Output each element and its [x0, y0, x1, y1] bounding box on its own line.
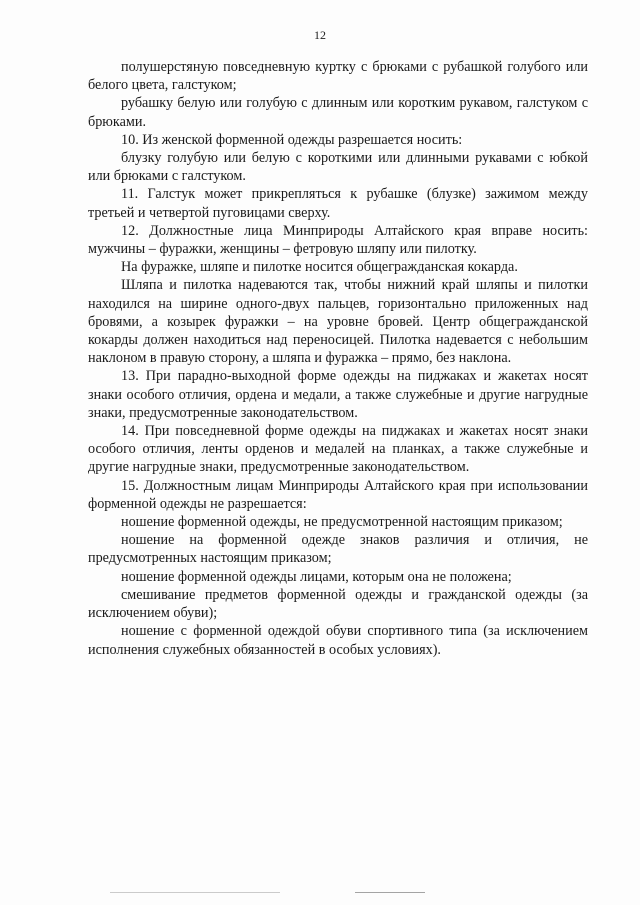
- paragraph: 10. Из женской форменной одежды разрешается носить:: [121, 131, 463, 148]
- paragraph: ношение форменной одежды, не предусмотренной настоящим приказом;: [121, 514, 563, 531]
- paragraph: ношение на форменной одежде знаков различия и отличия, не предусмотренных настоящим приказом;: [88, 532, 588, 567]
- paragraph: 14. При повседневной форме одежды на пиджаках и жакетах носят знаки особого отличия, ленты орденов и медалей на планках, а также служебные и другие нагрудные знаки, предусмотренные законодательством.: [88, 423, 588, 476]
- page-number: 12: [314, 28, 326, 42]
- document-body: [88, 58, 588, 659]
- paragraph: Шляпа и пилотка надеваются так, чтобы нижний край шляпы и пилотки находился на ширине одного-двух пальцев, горизонтально приложенных над бровями, а козырек фуражки – на уровне бровей. Центр общегражданской кокарды должен находиться над переносицей. Пилотка надевается с небольшим наклоном в правую сторону, а шляпа и фуражка – прямо, без наклона.: [88, 277, 588, 367]
- paragraph: На фуражке, шляпе и пилотке носится общегражданская кокарда.: [121, 259, 518, 276]
- paragraph: смешивание предметов форменной одежды и гражданской одежды (за исключением обуви);: [88, 586, 588, 622]
- paragraph: рубашку белую или голубую с длинным или коротким рукавом, галстуком с брюками.: [88, 95, 588, 130]
- paragraph: блузку голубую или белую с короткими или длинными рукавами с юбкой или брюками с галстуком.: [88, 150, 588, 185]
- paragraph: 11. Галстук может прикрепляться к рубашке (блузке) зажимом между третьей и четвертой пуговицами сверху.: [88, 186, 588, 221]
- paragraph: 12. Должностные лица Минприроды Алтайского края вправе носить: мужчины – фуражки, женщины – фетровую шляпу или пилотку.: [88, 222, 588, 258]
- scan-artifact-line: [110, 892, 280, 893]
- paragraph: 13. При парадно-выходной форме одежды на пиджаках и жакетах носят знаки особого отличия, ордена и медали, а также служебные и другие нагрудные знаки, предусмотренные законодательством.: [88, 368, 588, 421]
- paragraph: полушерстяную повседневную куртку с брюками с рубашкой голубого или белого цвета, галстуком;: [88, 59, 588, 94]
- scan-artifact-line: [355, 892, 425, 893]
- paragraph: ношение форменной одежды лицами, которым она не положена;: [121, 568, 512, 585]
- paragraph: 15. Должностным лицам Минприроды Алтайского края при использовании форменной одежды не разрешается:: [88, 477, 588, 512]
- paragraph: ношение с форменной одеждой обуви спортивного типа (за исключением исполнения служебных обязанностей в особых условиях).: [88, 623, 588, 658]
